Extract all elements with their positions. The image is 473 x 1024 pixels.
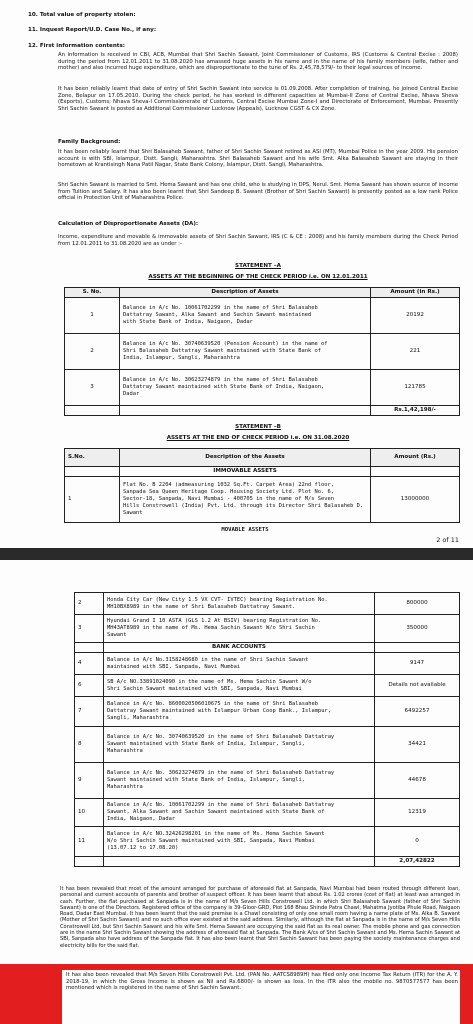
description-cell bbox=[120, 298, 371, 334]
empty-cell bbox=[104, 857, 375, 867]
description-cell bbox=[104, 697, 375, 727]
table-row bbox=[75, 675, 460, 697]
column-header: Amount (in Rs.) bbox=[371, 288, 460, 298]
amount-cell: 221 bbox=[371, 334, 460, 370]
table-row bbox=[65, 477, 460, 523]
serial-number-cell: 2 bbox=[65, 334, 120, 370]
total-cell: 2,07,42822 bbox=[375, 857, 460, 867]
statement-b-subtitle: ASSETS AT THE END OF CHECK PERIOD i.e. ON 31.08.2020 bbox=[166, 435, 350, 441]
description-cell bbox=[104, 675, 375, 697]
description-line: Sawant maintained with State Bank of India, Islampur, Sangli, bbox=[107, 777, 305, 783]
table-row bbox=[65, 370, 460, 406]
amount-cell: 0 bbox=[375, 827, 460, 857]
page-number: 2 of 11 bbox=[436, 536, 459, 544]
description-line: maintained with SBI, Sanpada, Navi Mumbai bbox=[107, 663, 241, 670]
statement-b-table-continued bbox=[74, 592, 460, 867]
description-line: India, Islampur, Sangli, Maharashtra bbox=[123, 355, 240, 361]
description-line: Sawant bbox=[107, 632, 127, 638]
serial-number-cell: 9 bbox=[75, 763, 104, 799]
description-line: Balance in A/c No. 30740639520 (Pension Account) in the name of bbox=[123, 341, 328, 347]
description-cell bbox=[120, 370, 371, 406]
description-line: Balance in A/c No. 30623274879 in the name of Shri Balasaheb Dattatray bbox=[107, 770, 335, 776]
description-line: Sawant, Alka Sawant and Sachin Sawant maintained with State Bank of bbox=[107, 809, 325, 815]
description-line: Sanpada Sea Queen Heritage Coop. Housing Society Ltd. Plot No. 6, bbox=[123, 489, 334, 495]
calculation-heading: Calculation of Disproportionate Assets (DA): bbox=[58, 221, 199, 227]
description-line: Shri Balasaheb Dattatray Sawant maintained with State Bank of bbox=[123, 348, 321, 354]
item-12-label: 12. First information contents: bbox=[28, 43, 126, 49]
family-background-heading: Family Background: bbox=[58, 139, 121, 145]
movable-assets-heading: MOVABLE ASSETS bbox=[221, 527, 269, 533]
empty-cell bbox=[120, 406, 371, 416]
description-line: Sawant maintained with State Bank of India, Islampur, Sangli, bbox=[107, 741, 305, 747]
description-line: Maharashtra bbox=[107, 784, 143, 790]
amount-cell: 34421 bbox=[375, 727, 460, 763]
statement-a-subtitle: ASSETS AT THE BEGINNING OF THE CHECK PERIOD i.e. ON 12.01.2011 bbox=[148, 274, 368, 280]
section-row bbox=[65, 467, 460, 477]
amount-cell: 9147 bbox=[375, 653, 460, 675]
description-line: Balance in A/c No. 30623274879 in the name of Shri Balasaheb bbox=[123, 377, 318, 383]
paragraph-family-1: It has been reliably learnt that Shri Balasaheb Sawant, father of Shri Sachin Sawant retired as ASI (MT), Mumbai Police in the year 2009. His pension account is with SBI, Islampur, Distt. Sangli, Maharashtra. Shri Balasaheb Sawant and his wife Smt. Alka Balasaheb Sawant are staying in their hometown at Krantisingh Nana Patil Nagar, State Bank Colony, Islampur, Distt. Sangli, Maharashtra. bbox=[58, 149, 458, 169]
amount-cell: Details not available bbox=[375, 675, 460, 697]
description-line: India, Naigaon, Dadar bbox=[107, 816, 176, 822]
immovable-assets-heading: IMMOVABLE ASSETS bbox=[120, 467, 371, 477]
amount-cell: 13000000 bbox=[371, 477, 460, 523]
amount-cell: 44678 bbox=[375, 763, 460, 799]
table-header-row bbox=[65, 449, 460, 467]
description-line: Honda City Car (New City 1.5 VX CVT- IVTEC) bearing Registration No. bbox=[107, 596, 328, 603]
paragraph-flat-purchase: It has been revealed that most of the amount arranged for purchase of aforesaid flat at Sanpada, Navi Mumbai had been routed through different loan, personal and current accounts of parents and brother of suspect officer. It has been learnt that about Rs. 1.02 crores (cost of flat) at least was arranged in cash. Further, the flat purchased at Sanpada is in the name of M/s Seven Hills Constrowell Ltd. in which Shri Balasaheb Sawant (father of Shri Sachin Sawant) is one of the Directors. Registered office of the company is 39-Gloor-GRD, Plot 168 Bhau Shinde Patra Chawl, Mahatma Jyotiba Phule Road, Naigaon Road, Dadar East Mumbai. It has been learnt that the said premise is a Chawl consisting of only one small room having a name plate of Ms. Alka B. Sawant (Mother of Shri Sachin Sawant) and no such office ever existed at the said address. Similarly, although the flat at Sanpada is in the name of M/s Seven Hills Constrowell Ltd, but Shri Sachin Sawant and his wife Smt. Hema Sawant are occupying the said flat as its real owner. The mobile phone and gas connection are in the name Shri Sachin Sawant showing the address of aforesaid flat at Sanpada. The Bank A/cs of Shri Sachin Sawant and Ms. Hema Sachin Sawant at SBI, Sanpada also have address of the Sanpada flat. It has also been learnt that Shri Sachin Sawant has been paying the society maintenance charges and electricity bills for the said flat. bbox=[60, 886, 460, 949]
description-line: Balance in A/c No. 10061702299 in the name of Shri Balasaheb bbox=[123, 305, 318, 311]
paragraph-family-2: Shri Sachin Sawant is married to Smt. Hema Sawant and has one child, who is studying in DPS, Nerul. Smt. Hema Sawant has shown source of income from Tuition and Salary. It has also been learnt that Shri Sandeep B. Sawant (Brother of Shri Sachin Sawant) is presently posted as a low rank Police official in Protection Unit of Maharashtra Police. bbox=[58, 182, 458, 202]
description-line: Hyundai Grand I 10 ASTA (GLS 1.2 At BSIV) bearing Registration No. bbox=[107, 618, 322, 624]
description-line: Dadar bbox=[123, 391, 140, 397]
description-cell bbox=[120, 477, 371, 523]
serial-number-cell: 3 bbox=[65, 370, 120, 406]
description-cell bbox=[104, 593, 375, 615]
table-row bbox=[75, 653, 460, 675]
total-cell: Rs.1,42,198/- bbox=[371, 406, 460, 416]
serial-number-cell: 1 bbox=[65, 477, 120, 523]
item-11-label: 11. Inquest Report/U.D. Case No., if any: bbox=[28, 27, 157, 33]
serial-number-cell: 4 bbox=[75, 653, 104, 675]
statement-b-title: STATEMENT –B bbox=[235, 424, 281, 430]
serial-number-cell: 3 bbox=[75, 615, 104, 643]
paragraph-service: It has been reliably learnt that date of entry of Shri Sachin Sawant into service is 01.09.2008. After completion of training, he joined Central Excise Zone, Belapur on 17.05.2010. During the check period, he has worked in different capacities at Mumbai-II Zone of Central Excise, Nhava Sheva (Exports), Customs; Nhava Sheva-I Commissionerate of Customs, Central Excise Mumbai Zone-I and Directorate of Enforcement, Mumbai. Presently Shri Sachin Sawant is posted as Additional Commissioner Lucknow (Appeals), Lucknow CGST & CX Zone. bbox=[58, 86, 458, 113]
description-line: SB A/c NO.33891024090 in the name of Ms. Hema Sachin Sawant W/o bbox=[107, 678, 312, 685]
amount-cell: 800000 bbox=[375, 593, 460, 615]
column-header: Description of Assets bbox=[120, 288, 371, 298]
description-line: Sawant bbox=[123, 510, 143, 516]
paragraph-information: An information is received in CBI, ACB, Mumbai that Shri Sachin Sawant, Joint Commissioner of Customs, IRS (Customs & Central Excise : 2008) during the period from 12.01.2011 to 31.08.2020 has amassed huge assets in his name and in the name of his family members (wife, father and mother) and also incurred huge expenditure, which are disproportionate to the tune of Rs. 2,45,78,579/- to their legal sources of income. bbox=[58, 52, 458, 72]
description-line: Balance in A/c No.3158248680 in the name of Shri Sachin Sawant bbox=[107, 656, 309, 663]
serial-number-cell: 8 bbox=[75, 727, 104, 763]
statement-a-title: STATEMENT –A bbox=[235, 263, 281, 269]
table-row bbox=[75, 727, 460, 763]
amount-cell: 350000 bbox=[375, 615, 460, 643]
serial-number-cell: 6 bbox=[75, 675, 104, 697]
empty-cell bbox=[371, 467, 460, 477]
table-header-row bbox=[65, 288, 460, 298]
description-cell bbox=[104, 653, 375, 675]
table-row bbox=[65, 334, 460, 370]
column-header: Amount (Rs.) bbox=[371, 449, 460, 467]
description-line: Dattatray Sawant, Alka Sawant and Sachin Sawant maintained bbox=[123, 312, 312, 318]
column-header: S.No. bbox=[65, 449, 120, 467]
description-line: Balance in A/c No. 8600020506010675 in the name of Shri Balasaheb bbox=[107, 701, 318, 707]
empty-cell bbox=[65, 467, 120, 477]
description-line: Balance in A/c No. 10061702299 in the name of Shri Balasaheb Dattatray bbox=[107, 802, 335, 808]
description-cell bbox=[104, 763, 375, 799]
description-cell bbox=[120, 334, 371, 370]
column-header: Description of the Assets bbox=[120, 449, 371, 467]
section-row bbox=[75, 643, 460, 653]
description-line: Shri Sachin Sawant maintained with SBI, Sanpada, Navi Mumbai bbox=[107, 685, 302, 692]
amount-cell: 6492257 bbox=[375, 697, 460, 727]
table-row bbox=[75, 593, 460, 615]
serial-number-cell: 10 bbox=[75, 799, 104, 827]
serial-number-cell: 2 bbox=[75, 593, 104, 615]
description-cell bbox=[104, 727, 375, 763]
serial-number-cell: 1 bbox=[65, 298, 120, 334]
description-line: W/o Shri Sachin Sawant maintained with SBI, Sanpada, Navi Mumbai bbox=[107, 838, 315, 844]
table-total-row bbox=[75, 857, 460, 867]
statement-b-table bbox=[64, 448, 460, 523]
description-line: Flat No. B 2204 (admeasuring 1032 Sq.Ft. Carpet Area) 22nd floor, bbox=[123, 482, 334, 488]
description-line: Balance in A/c NO.32426298201 in the name of Ms. Hema Sachin Sawant bbox=[107, 831, 325, 837]
serial-number-cell: 7 bbox=[75, 697, 104, 727]
description-line: Sangli, Maharashtra bbox=[107, 715, 169, 721]
amount-cell: 121785 bbox=[371, 370, 460, 406]
table-row bbox=[75, 799, 460, 827]
empty-cell bbox=[75, 643, 104, 653]
description-line: Dattatray Sawant maintained with State Bank of India, Naigaon, bbox=[123, 384, 325, 390]
description-cell bbox=[104, 615, 375, 643]
description-line: MH10BX8989 in the name of Shri Balasaheb Dattatray Sawant. bbox=[107, 603, 296, 610]
description-line: Balance in A/c No. 30740639520 in the name of Shri Balasaheb Dattatray bbox=[107, 734, 335, 740]
table-row bbox=[75, 615, 460, 643]
column-header: S. No. bbox=[65, 288, 120, 298]
table-total-row bbox=[65, 406, 460, 416]
description-line: MH43AT8989 in the name of Ms. Hema Sachin Sawant W/o Shri Sachin bbox=[107, 625, 315, 631]
serial-number-cell: 11 bbox=[75, 827, 104, 857]
paragraph-income-tax-return: It has also been revealed that M/s Seven Hills Constrowell Pvt. Ltd. (PAN No. AATCS8989H) has filed only one Income Tax Return (ITR) for the A. Y. 2018-19, in which the Gross Income is shown as Nil and Rs.6800/- is shown as loss. In the ITR also the mobile no. 9870577577 has been mentioned which is registered in the name of Shri Sachin Sawant. bbox=[66, 972, 458, 992]
description-cell bbox=[104, 799, 375, 827]
empty-cell bbox=[375, 643, 460, 653]
amount-cell: 20192 bbox=[371, 298, 460, 334]
description-line: Sector-18, Sanpada, Navi Mumbai - 400705 in the name of M/s Seven bbox=[123, 496, 334, 502]
page-separator bbox=[0, 548, 473, 560]
description-line: Maharashtra bbox=[107, 748, 143, 754]
description-line: Hills Constrowell (India) Pvt. Ltd. through its Director Shri Balasaheb D. bbox=[123, 503, 364, 509]
paragraph-calculation: Income, expenditure and movable & immovable assets of Shri Sachin Sawant, IRS (C & CE : 2008) and his family members during the Check Period from 12.01.2011 to 31.08.2020 are as under :- bbox=[58, 234, 458, 247]
empty-cell bbox=[65, 406, 120, 416]
statement-a-table bbox=[64, 287, 460, 416]
table-row bbox=[75, 827, 460, 857]
description-line: Dattatray Sawant maintained with Islampur Urban Coop Bank., Islampur, bbox=[107, 708, 331, 714]
description-line: with State Bank of India, Naigaon, Dadar bbox=[123, 319, 253, 325]
table-row bbox=[75, 763, 460, 799]
description-cell bbox=[104, 827, 375, 857]
bank-accounts-heading: BANK ACCOUNTS bbox=[104, 643, 375, 653]
empty-cell bbox=[75, 857, 104, 867]
description-line: (13.07.12 to 17.08.20) bbox=[107, 845, 179, 851]
amount-cell: 12319 bbox=[375, 799, 460, 827]
item-10-label: 10. Total value of property stolen: bbox=[28, 12, 136, 18]
table-row bbox=[65, 298, 460, 334]
table-row bbox=[75, 697, 460, 727]
